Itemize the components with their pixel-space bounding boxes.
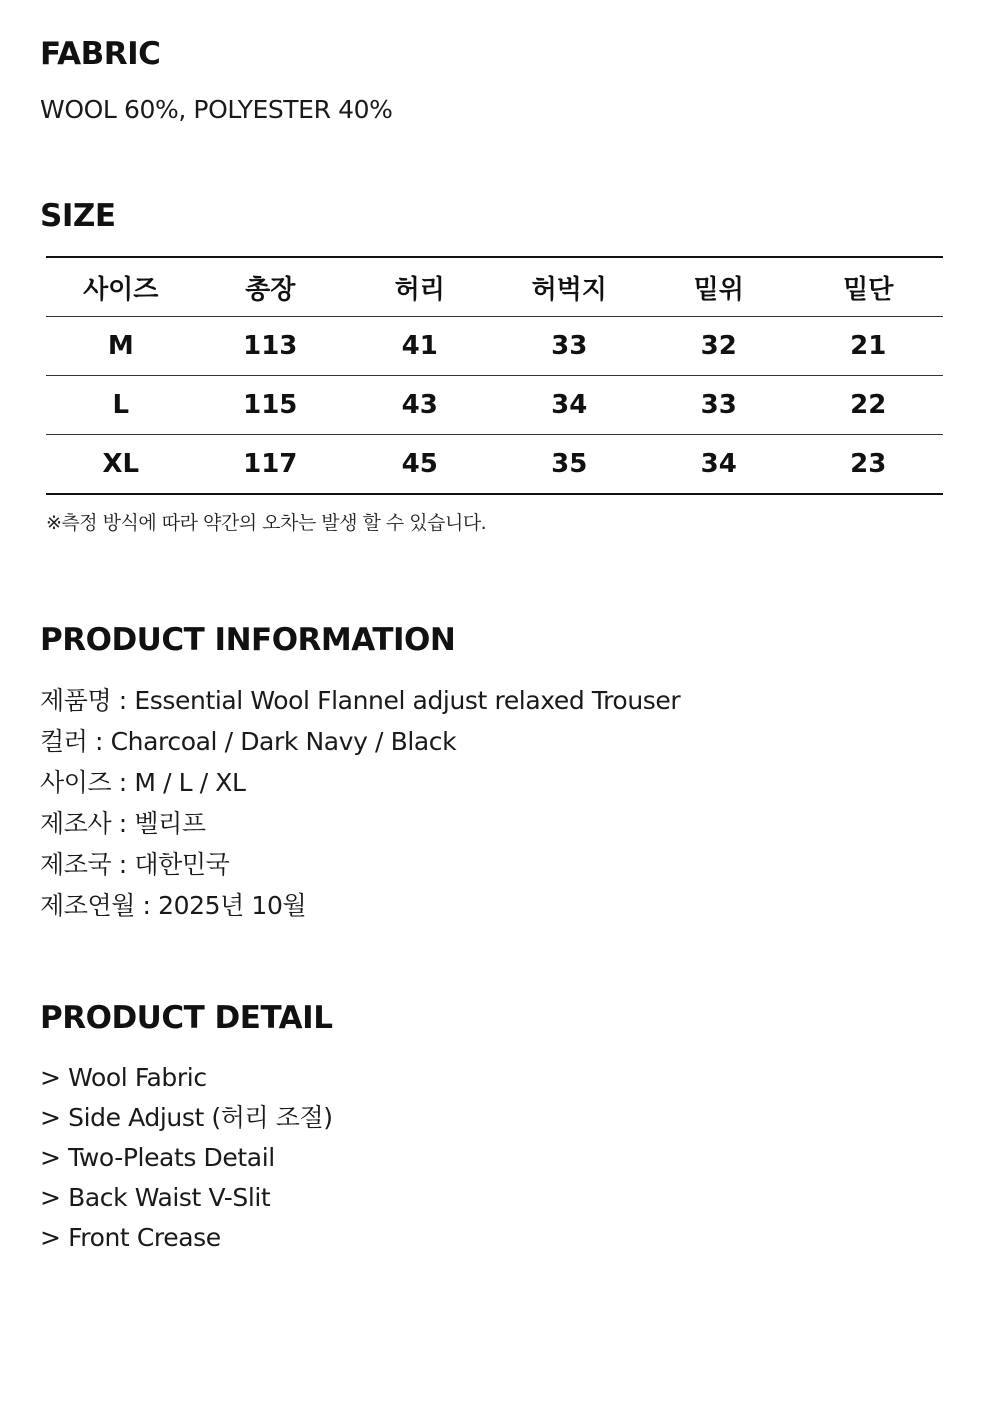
cell-total-length: 113 — [196, 317, 346, 376]
info-country: 제조국 : 대한민국 — [40, 850, 230, 879]
list-item: > Side Adjust (허리 조절) — [40, 1103, 333, 1132]
header-total-length: 총장 — [196, 257, 346, 317]
cell-waist: 45 — [345, 435, 495, 495]
list-item: > Back Waist V-Slit — [40, 1183, 271, 1212]
info-color: 컬러 : Charcoal / Dark Navy / Black — [40, 727, 457, 756]
cell-total-length: 117 — [196, 435, 346, 495]
cell-rise: 32 — [644, 317, 794, 376]
cell-total-length: 115 — [196, 376, 346, 435]
cell-thigh: 33 — [495, 317, 645, 376]
size-table-header-row — [46, 257, 943, 317]
cell-rise: 34 — [644, 435, 794, 495]
size-section — [40, 196, 960, 534]
info-product-name: 제품명 : Essential Wool Flannel adjust relaxed Trouser — [40, 686, 681, 715]
table-row — [46, 317, 943, 376]
product-detail-heading: PRODUCT DETAIL — [40, 1000, 333, 1036]
list-item: > Two-Pleats Detail — [40, 1143, 275, 1172]
size-table — [46, 256, 943, 495]
cell-waist: 41 — [345, 317, 495, 376]
product-information-section — [40, 620, 960, 926]
header-rise: 밑위 — [644, 257, 794, 317]
fabric-section — [40, 34, 960, 128]
cell-hem: 22 — [794, 376, 944, 435]
product-detail-section — [40, 998, 960, 1258]
cell-thigh: 34 — [495, 376, 645, 435]
cell-size: XL — [46, 435, 196, 495]
table-row — [46, 376, 943, 435]
table-row — [46, 435, 943, 495]
cell-thigh: 35 — [495, 435, 645, 495]
info-manufacture-date: 제조연월 : 2025년 10월 — [40, 891, 307, 920]
info-manufacturer: 제조사 : 벨리프 — [40, 809, 206, 838]
header-waist: 허리 — [345, 257, 495, 317]
cell-rise: 33 — [644, 376, 794, 435]
fabric-heading: FABRIC — [40, 36, 161, 72]
product-information-list — [40, 680, 960, 926]
cell-waist: 43 — [345, 376, 495, 435]
size-heading: SIZE — [40, 198, 116, 234]
header-size: 사이즈 — [46, 257, 196, 317]
cell-size: L — [46, 376, 196, 435]
cell-hem: 23 — [794, 435, 944, 495]
header-hem: 밑단 — [794, 257, 944, 317]
info-sizes: 사이즈 : M / L / XL — [40, 768, 246, 797]
fabric-composition: WOOL 60%, POLYESTER 40% — [40, 95, 393, 124]
cell-hem: 21 — [794, 317, 944, 376]
header-thigh: 허벅지 — [495, 257, 645, 317]
measurement-note: ※측정 방식에 따라 약간의 오차는 발생 할 수 있습니다. — [46, 512, 487, 534]
cell-size: M — [46, 317, 196, 376]
product-detail-list — [40, 1058, 960, 1258]
list-item: > Wool Fabric — [40, 1063, 207, 1092]
list-item: > Front Crease — [40, 1223, 221, 1252]
product-information-heading: PRODUCT INFORMATION — [40, 622, 456, 658]
